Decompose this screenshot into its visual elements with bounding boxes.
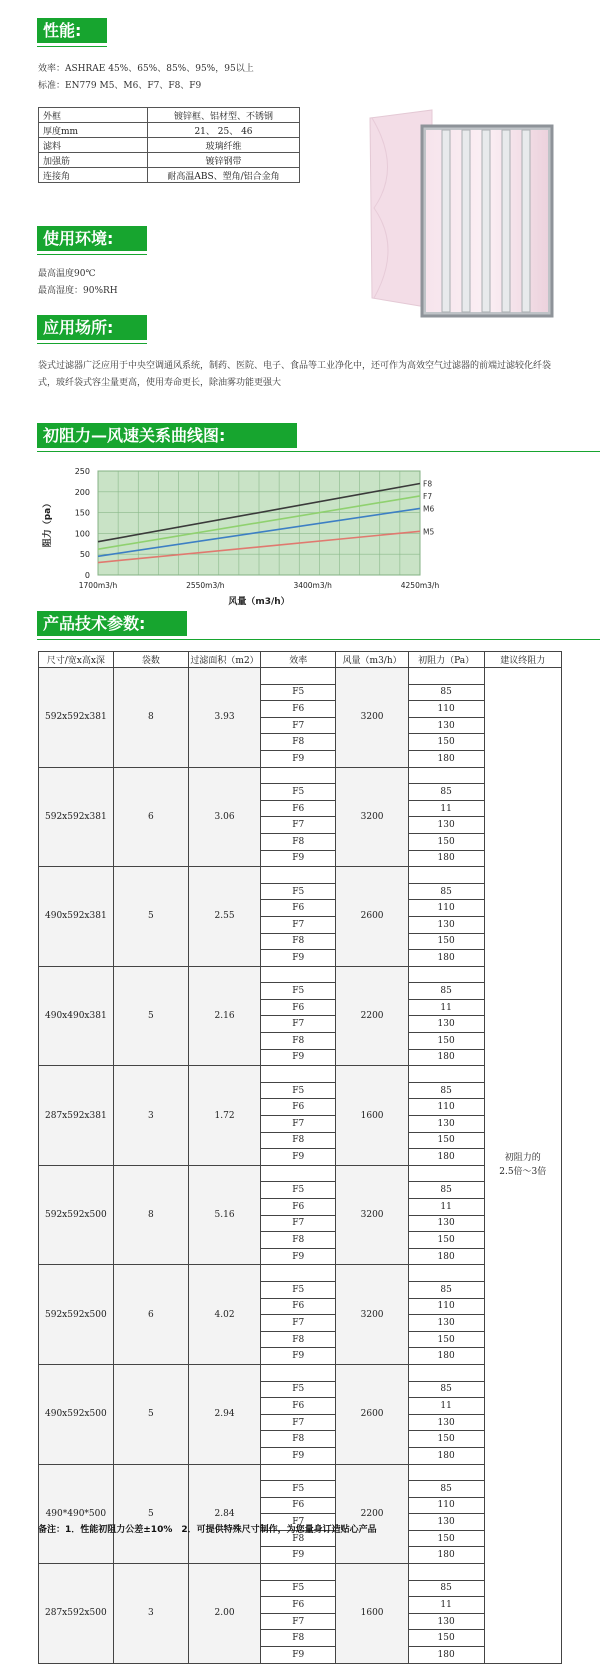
resistance-cell: 130 — [408, 1116, 484, 1133]
table-row — [39, 1364, 562, 1381]
resistance-cell: 150 — [408, 734, 484, 751]
spec-label: 滤料 — [39, 138, 148, 153]
resistance-cell: 85 — [408, 784, 484, 801]
flow-cell: 3200 — [336, 767, 408, 867]
final-resistance-line: 初阻力的 — [504, 1153, 541, 1164]
resistance-cell: 11 — [408, 1199, 484, 1216]
column-header: 袋数 — [113, 652, 188, 668]
efficiency-cell: F9 — [261, 1248, 336, 1265]
table-row — [39, 1165, 562, 1182]
resistance-cell: 150 — [408, 933, 484, 950]
area-cell: 2.94 — [189, 1364, 261, 1464]
resistance-cell: 150 — [408, 833, 484, 850]
bags-cell: 3 — [113, 1066, 188, 1166]
resistance-cell: 11 — [408, 1597, 484, 1614]
spec-label: 厚度mm — [39, 123, 148, 138]
size-cell: 490*490*500 — [39, 1464, 114, 1564]
bag-filter-photo — [362, 108, 562, 326]
resistance-airflow-chart — [38, 463, 450, 613]
x-tick-label: 4250m3/h — [400, 581, 440, 590]
series-label: F8 — [423, 479, 433, 489]
efficiency-cell: F5 — [261, 1182, 336, 1199]
efficiency-cell: F7 — [261, 1414, 336, 1431]
resistance-cell: 130 — [408, 1016, 484, 1033]
spec-value: 耐高温ABS、塑角/铝合金角 — [148, 168, 300, 183]
resistance-cell: 180 — [408, 1547, 484, 1564]
resistance-cell: 150 — [408, 1431, 484, 1448]
size-cell: 592x592x500 — [39, 1265, 114, 1365]
spec-table — [38, 107, 300, 183]
spec-row — [39, 123, 300, 138]
efficiency-cell: F5 — [261, 1082, 336, 1099]
section-header-application: 应用场所: — [37, 315, 147, 340]
efficiency-cell: F6 — [261, 1398, 336, 1415]
standard-text: 标准：EN779 M5、M6、F7、F8、F9 — [38, 81, 202, 91]
spec-row — [39, 168, 300, 183]
efficiency-cell — [261, 867, 336, 884]
y-tick-label: 50 — [79, 550, 90, 560]
size-cell: 287x592x381 — [39, 1066, 114, 1166]
y-tick-label: 250 — [74, 467, 90, 476]
bags-cell: 5 — [113, 867, 188, 967]
resistance-cell: 130 — [408, 1613, 484, 1630]
flow-cell: 3200 — [336, 1265, 408, 1365]
series-label: F7 — [423, 491, 433, 501]
bags-cell: 5 — [113, 966, 188, 1066]
efficiency-cell: F7 — [261, 1514, 336, 1531]
max-temp-text: 最高温度90℃ — [38, 269, 96, 279]
resistance-cell: 180 — [408, 750, 484, 767]
efficiency-cell — [261, 1564, 336, 1581]
size-cell: 592x592x500 — [39, 1165, 114, 1265]
efficiency-cell: F9 — [261, 1149, 336, 1166]
efficiency-cell — [261, 1364, 336, 1381]
resistance-cell: 130 — [408, 1215, 484, 1232]
x-tick-label: 1700m3/h — [78, 581, 118, 590]
efficiency-cell: F9 — [261, 850, 336, 867]
resistance-cell: 85 — [408, 1082, 484, 1099]
table-row — [39, 867, 562, 884]
resistance-cell: 150 — [408, 1033, 484, 1050]
area-cell: 4.02 — [189, 1265, 261, 1365]
resistance-cell: 85 — [408, 1481, 484, 1498]
size-cell: 287x592x500 — [39, 1564, 114, 1664]
section-header-performance: 性能: — [37, 18, 107, 43]
efficiency-cell: F9 — [261, 1647, 336, 1664]
resistance-cell — [408, 1165, 484, 1182]
size-cell: 490x592x500 — [39, 1364, 114, 1464]
resistance-cell: 130 — [408, 916, 484, 933]
bags-cell: 6 — [113, 767, 188, 867]
efficiency-cell: F9 — [261, 1049, 336, 1066]
column-header: 尺寸/宽x高x深 — [39, 652, 114, 668]
resistance-cell: 130 — [408, 1315, 484, 1332]
flow-cell: 1600 — [336, 1066, 408, 1166]
resistance-cell: 150 — [408, 1132, 484, 1149]
y-tick-label: 200 — [74, 487, 90, 497]
bags-cell: 8 — [113, 1165, 188, 1265]
resistance-cell: 130 — [408, 1514, 484, 1531]
efficiency-cell: F6 — [261, 1298, 336, 1315]
resistance-cell: 180 — [408, 1248, 484, 1265]
area-cell: 2.55 — [189, 867, 261, 967]
resistance-cell — [408, 1464, 484, 1481]
resistance-cell: 180 — [408, 1447, 484, 1464]
application-text: 袋式过滤器广泛应用于中央空调通风系统，制药、医院、电子、食品等工业净化中，还可作为高效空气过滤器的前端过滤较化纤袋式，玻纤袋式容尘量更高，使用寿命更长，除油雾功能更强大 — [38, 361, 552, 388]
y-tick-label: 0 — [84, 571, 90, 580]
efficiency-cell: F6 — [261, 1099, 336, 1116]
resistance-cell: 110 — [408, 1497, 484, 1514]
area-cell: 3.93 — [189, 668, 261, 768]
resistance-cell: 85 — [408, 983, 484, 1000]
bags-cell: 5 — [113, 1464, 188, 1564]
table-row — [39, 966, 562, 983]
resistance-cell: 150 — [408, 1530, 484, 1547]
flow-cell: 3200 — [336, 668, 408, 768]
flow-cell: 2200 — [336, 1464, 408, 1564]
efficiency-cell: F6 — [261, 800, 336, 817]
column-header: 初阻力（Pa） — [408, 652, 484, 668]
column-header: 过滤面积（m2） — [189, 652, 261, 668]
table-row — [39, 767, 562, 784]
table-row — [39, 1464, 562, 1481]
efficiency-cell — [261, 767, 336, 784]
resistance-cell: 130 — [408, 817, 484, 834]
efficiency-cell: F5 — [261, 1381, 336, 1398]
efficiency-cell: F5 — [261, 883, 336, 900]
bags-cell: 8 — [113, 668, 188, 768]
spec-value: 玻璃纤维 — [148, 138, 300, 153]
spec-row — [39, 108, 300, 123]
efficiency-cell — [261, 966, 336, 983]
efficiency-cell: F8 — [261, 734, 336, 751]
resistance-cell: 180 — [408, 1149, 484, 1166]
area-cell: 3.06 — [189, 767, 261, 867]
spec-value: 21、 25、 46 — [148, 123, 300, 138]
product-params-table — [38, 651, 562, 1664]
area-cell: 1.72 — [189, 1066, 261, 1166]
spec-value: 镀锌框、铝材型、不锈钢 — [148, 108, 300, 123]
resistance-cell — [408, 668, 484, 685]
resistance-cell: 11 — [408, 800, 484, 817]
table-row — [39, 1265, 562, 1282]
efficiency-cell — [261, 1265, 336, 1282]
size-cell: 490x490x381 — [39, 966, 114, 1066]
efficiency-cell: F9 — [261, 1348, 336, 1365]
efficiency-cell: F5 — [261, 784, 336, 801]
spec-label: 外框 — [39, 108, 148, 123]
efficiency-cell: F7 — [261, 916, 336, 933]
flow-cell: 3200 — [336, 1165, 408, 1265]
x-tick-label: 3400m3/h — [293, 581, 332, 590]
spec-label: 连接角 — [39, 168, 148, 183]
efficiency-cell: F6 — [261, 1597, 336, 1614]
efficiency-cell: F8 — [261, 1431, 336, 1448]
efficiency-cell: F8 — [261, 933, 336, 950]
resistance-cell: 11 — [408, 1398, 484, 1415]
efficiency-cell — [261, 1464, 336, 1481]
efficiency-cell: F7 — [261, 1315, 336, 1332]
resistance-cell: 110 — [408, 701, 484, 718]
efficiency-cell: F9 — [261, 1547, 336, 1564]
resistance-cell: 180 — [408, 1049, 484, 1066]
efficiency-cell: F7 — [261, 1016, 336, 1033]
column-header: 效率 — [261, 652, 336, 668]
resistance-cell: 85 — [408, 1281, 484, 1298]
bags-cell: 5 — [113, 1364, 188, 1464]
table-row — [39, 1066, 562, 1083]
size-cell: 592x592x381 — [39, 668, 114, 768]
flow-cell: 2600 — [336, 867, 408, 967]
final-resistance-cell — [484, 668, 561, 1664]
y-axis-label: 阻力（pa） — [43, 498, 53, 548]
flow-cell: 1600 — [336, 1564, 408, 1664]
efficiency-cell: F6 — [261, 999, 336, 1016]
column-header: 风量（m3/h） — [336, 652, 408, 668]
resistance-cell: 110 — [408, 1099, 484, 1116]
spec-row — [39, 153, 300, 168]
resistance-cell: 85 — [408, 1182, 484, 1199]
efficiency-cell: F6 — [261, 1199, 336, 1216]
flow-cell: 2600 — [336, 1364, 408, 1464]
resistance-cell: 150 — [408, 1630, 484, 1647]
spec-value: 镀锌钢带 — [148, 153, 300, 168]
efficiency-cell: F6 — [261, 900, 336, 917]
bags-cell: 3 — [113, 1564, 188, 1664]
resistance-cell: 180 — [408, 1348, 484, 1365]
area-cell: 2.84 — [189, 1464, 261, 1564]
area-cell: 5.16 — [189, 1165, 261, 1265]
efficiency-text: 效率：ASHRAE 45%、65%、85%、95%，95以上 — [38, 64, 254, 74]
max-humidity-text: 最高湿度：90%RH — [38, 286, 118, 296]
series-label: M5 — [423, 527, 435, 537]
resistance-cell: 180 — [408, 950, 484, 967]
efficiency-cell: F8 — [261, 1630, 336, 1647]
resistance-cell — [408, 1066, 484, 1083]
resistance-cell: 85 — [408, 883, 484, 900]
x-tick-label: 2550m3/h — [186, 581, 225, 590]
x-axis-label: 风量（m3/h） — [228, 597, 290, 607]
section-header-environment: 使用环境: — [37, 226, 147, 251]
spec-row — [39, 138, 300, 153]
table-row — [39, 1564, 562, 1581]
efficiency-cell: F7 — [261, 717, 336, 734]
resistance-cell — [408, 767, 484, 784]
efficiency-cell: F7 — [261, 1116, 336, 1133]
y-tick-label: 100 — [74, 529, 90, 539]
flow-cell: 2200 — [336, 966, 408, 1066]
efficiency-cell: F5 — [261, 1481, 336, 1498]
efficiency-cell: F7 — [261, 1613, 336, 1630]
resistance-cell — [408, 966, 484, 983]
efficiency-cell: F8 — [261, 1530, 336, 1547]
resistance-cell — [408, 1564, 484, 1581]
y-tick-label: 150 — [74, 508, 90, 518]
size-cell: 592x592x381 — [39, 767, 114, 867]
series-label: M6 — [423, 504, 435, 514]
efficiency-cell: F8 — [261, 1331, 336, 1348]
efficiency-cell: F9 — [261, 750, 336, 767]
efficiency-cell: F5 — [261, 1281, 336, 1298]
efficiency-cell: F9 — [261, 950, 336, 967]
resistance-cell: 85 — [408, 684, 484, 701]
column-header: 建议终阻力 — [484, 652, 561, 668]
footer-note: 备注：1．性能初阻力公差±10% 2．可提供特殊尺寸制作，为您量身订造贴心产品 — [38, 1525, 377, 1535]
resistance-cell: 85 — [408, 1580, 484, 1597]
resistance-cell — [408, 867, 484, 884]
spec-label: 加强筋 — [39, 153, 148, 168]
resistance-cell: 11 — [408, 999, 484, 1016]
resistance-cell: 180 — [408, 850, 484, 867]
efficiency-cell: F5 — [261, 983, 336, 1000]
efficiency-cell: F8 — [261, 1033, 336, 1050]
final-resistance-line: 2.5倍～3倍 — [499, 1167, 547, 1178]
efficiency-cell: F8 — [261, 1132, 336, 1149]
table-row — [39, 668, 562, 685]
efficiency-cell: F6 — [261, 701, 336, 718]
efficiency-cell — [261, 668, 336, 685]
resistance-cell: 150 — [408, 1232, 484, 1249]
efficiency-cell: F8 — [261, 833, 336, 850]
efficiency-cell: F5 — [261, 1580, 336, 1597]
resistance-cell: 150 — [408, 1331, 484, 1348]
efficiency-cell: F6 — [261, 1497, 336, 1514]
bags-cell: 6 — [113, 1265, 188, 1365]
efficiency-cell — [261, 1165, 336, 1182]
size-cell: 490x592x381 — [39, 867, 114, 967]
efficiency-cell: F9 — [261, 1447, 336, 1464]
efficiency-cell: F8 — [261, 1232, 336, 1249]
resistance-cell: 180 — [408, 1647, 484, 1664]
resistance-cell: 130 — [408, 1414, 484, 1431]
resistance-cell — [408, 1364, 484, 1381]
resistance-cell — [408, 1265, 484, 1282]
resistance-cell: 85 — [408, 1381, 484, 1398]
efficiency-cell: F7 — [261, 1215, 336, 1232]
section-header-curve: 初阻力—风速关系曲线图: — [37, 423, 297, 448]
area-cell: 2.16 — [189, 966, 261, 1066]
efficiency-cell: F5 — [261, 684, 336, 701]
efficiency-cell — [261, 1066, 336, 1083]
efficiency-cell: F7 — [261, 817, 336, 834]
resistance-cell: 130 — [408, 717, 484, 734]
resistance-cell: 110 — [408, 1298, 484, 1315]
resistance-cell: 110 — [408, 900, 484, 917]
area-cell: 2.00 — [189, 1564, 261, 1664]
section-header-params: 产品技术参数: — [37, 611, 187, 636]
